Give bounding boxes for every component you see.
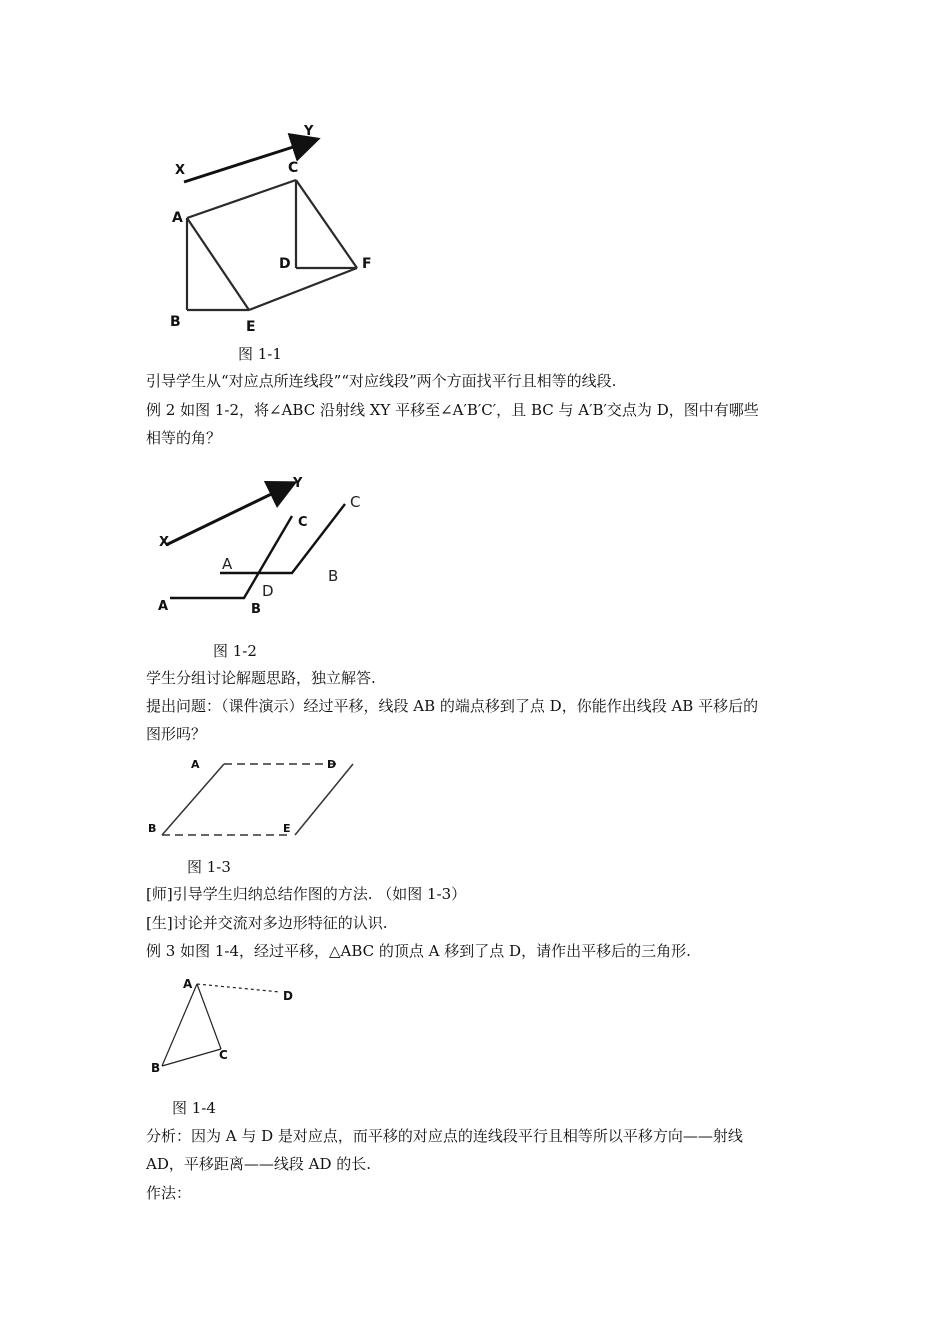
teacher-note: [师]引导学生归纳总结作图的方法. （如图 1-3）: [146, 885, 467, 903]
label-c-prime: C: [350, 493, 361, 511]
label-d: D: [279, 256, 291, 272]
segment-ab: [162, 764, 224, 835]
caption-figure-1-4: 图 1-4: [172, 1099, 216, 1117]
example-3: 例 3 如图 1-4，经过平移，△ABC 的顶点 A 移到了点 D，请作出平移后的三角形.: [146, 942, 691, 960]
label-c: C: [298, 515, 308, 530]
label-c: C: [288, 160, 299, 176]
label-b-prime: B: [328, 567, 339, 585]
figure-1-1: [160, 118, 400, 343]
figure-1-2: [150, 470, 380, 620]
segment-ae: [187, 218, 249, 310]
segment-ab: [162, 984, 197, 1066]
label-e: E: [283, 822, 291, 835]
segment-ad-dashed: [197, 984, 280, 992]
student-note: [生]讨论并交流对多边形特征的认识.: [146, 914, 388, 932]
segment-ac: [197, 984, 221, 1049]
segment-cf: [296, 180, 357, 268]
label-b: B: [251, 602, 261, 617]
label-y: Y: [293, 476, 303, 491]
example-2-line-2: 相等的角？: [146, 429, 222, 447]
label-d: D: [327, 758, 337, 771]
label-a: A: [183, 977, 193, 991]
label-a: A: [158, 599, 169, 614]
label-d: D: [262, 582, 274, 600]
label-x: X: [175, 163, 186, 178]
paragraph-discuss: 学生分组讨论解题思路，独立解答.: [146, 669, 376, 687]
label-a-prime: A: [222, 555, 233, 573]
caption-figure-1-2: 图 1-2: [213, 642, 257, 660]
segment-ef: [249, 268, 357, 310]
label-a: A: [191, 758, 200, 771]
analysis-line-1: 分析：因为 A 与 D 是对应点，而平移的对应点的连线段平行且相等所以平移方向——射线: [146, 1127, 743, 1145]
example-2-line-1: 例 2 如图 1-2，将∠ABC 沿射线 XY 平移至∠A′B′C′，且 BC 与 A′B′交点为 D，图中有哪些: [146, 401, 759, 419]
caption-figure-1-3: 图 1-3: [187, 858, 231, 876]
label-c: C: [219, 1048, 228, 1062]
ray-xy: [166, 484, 292, 545]
paragraph-guide: 引导学生从“对应点所连线段”“对应线段”两个方面找平行且相等的线段.: [146, 372, 617, 390]
segment-bc: [162, 1049, 221, 1066]
question-line-2: 图形吗？: [146, 725, 207, 743]
analysis-line-2: AD，平移距离——线段 AD 的长.: [146, 1155, 372, 1173]
segment-de: [295, 764, 353, 835]
label-d: D: [283, 989, 293, 1003]
label-b: B: [148, 822, 157, 835]
label-a: A: [172, 210, 183, 226]
angle-a-prime-b-prime-c-prime: [220, 504, 345, 573]
label-b: B: [151, 1061, 161, 1075]
label-x: X: [159, 535, 170, 550]
label-e: E: [246, 319, 256, 335]
label-f: F: [362, 256, 372, 272]
method-label: 作法：: [146, 1184, 192, 1202]
figure-1-4: [145, 972, 305, 1082]
caption-figure-1-1: 图 1-1: [238, 345, 282, 363]
label-y: Y: [304, 124, 314, 139]
segment-ac: [187, 180, 296, 218]
question-line-1: 提出问题：（课件演示）经过平移，线段 AB 的端点移到了点 D，你能作出线段 AB 平移后的: [146, 697, 759, 715]
label-b: B: [170, 314, 181, 330]
figure-1-3: [140, 752, 370, 847]
